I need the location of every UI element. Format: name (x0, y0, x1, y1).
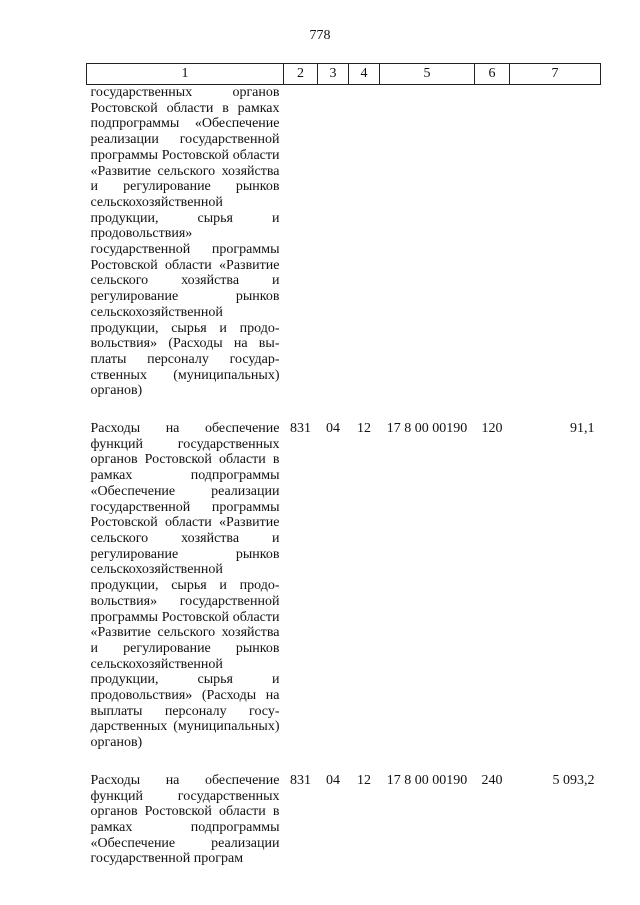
row-col4 (349, 85, 380, 400)
row-col5 (380, 85, 475, 400)
budget-table (86, 63, 601, 867)
table-row (87, 751, 601, 867)
row-col4: 12 (357, 421, 371, 437)
header-col-1: 1 (87, 64, 284, 85)
row-description: государственных органов Ростовской области в рамках подпрограммы «Обеспечение реализации государственной программы Ростовской области «Развитие сельского хозяйства и регулирование рынков сельскохозяйственной продукции, сырья и продовольствия» государственной программы Ростовской области «Развитие сельского хозяйства и регулирование рынков сельскохозяйственной продукции, сырья и продовольствия» (Расходы на выплаты персоналу государственных (муниципальных) органов) (90, 85, 280, 399)
page-number: 778 (309, 28, 331, 43)
row-col7 (510, 85, 601, 400)
row-col6 (475, 85, 510, 400)
row-col3 (318, 85, 349, 400)
table-row (87, 399, 601, 751)
row-col2 (284, 85, 318, 400)
row-col5: 17 8 00 00190 (386, 772, 468, 788)
row-description: Расходы на обеспечение функций государственных органов Ростовской области в рамках подпрограммы «Обеспечение реализации государственной программы Ростовской области «Развитие сельского хозяйства и регулирование рынков сельскохозяйственной продукции, сырья и продовольствия» государственной программы Ростовской области «Развитие сельского хозяйства и регулирование рынков сельскохозяйственной продукции, сырья и продовольствия» (Расходы на выплаты персоналу государственных (муниципальных) органов) (90, 421, 280, 751)
header-col-2: 2 (284, 64, 318, 85)
header-col-7: 7 (510, 64, 601, 85)
row-col2: 831 (290, 421, 311, 437)
row-description: Расходы на обеспечение функций государственных органов Ростовской области в рамках подпрограммы «Обеспечение реализации государственной програм (90, 772, 280, 867)
row-col3: 04 (326, 421, 340, 437)
header-col-4: 4 (349, 64, 380, 85)
header-col-5: 5 (380, 64, 475, 85)
header-row (87, 64, 601, 85)
row-col7: 5 093,2 (552, 772, 595, 788)
row-col7: 91,1 (570, 421, 595, 437)
row-col6: 120 (481, 421, 503, 437)
row-col3: 04 (326, 772, 340, 788)
header-col-3: 3 (318, 64, 349, 85)
row-col4: 12 (357, 772, 371, 788)
row-col5: 17 8 00 00190 (386, 421, 468, 437)
header-col-6: 6 (475, 64, 510, 85)
table-row (87, 85, 601, 400)
row-col6: 240 (481, 772, 503, 788)
row-col2: 831 (290, 772, 311, 788)
